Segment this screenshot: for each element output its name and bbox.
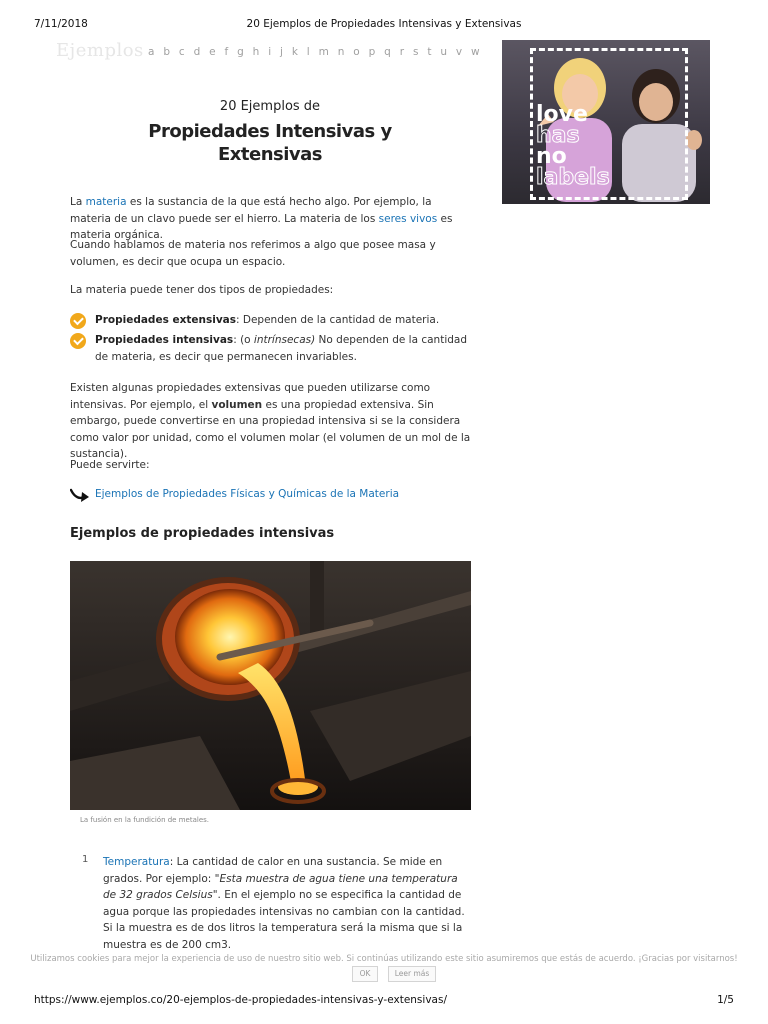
text: es una propiedad extensiva. Sin embargo, puede convertirse en una propiedad intensiva si se la considera como valor por unidad, como el volumen molar (el volumen de un mol de la sustancia). bbox=[70, 398, 471, 460]
alphabet-letter-v[interactable]: v bbox=[455, 46, 463, 58]
alphabet-letter-w[interactable]: w bbox=[471, 46, 480, 58]
bullet-italic: intrínsecas) bbox=[253, 334, 316, 346]
alphabet-letter-b[interactable]: b bbox=[163, 46, 170, 58]
alphabet-letter-l[interactable]: l bbox=[306, 46, 310, 58]
ad-line: love bbox=[536, 102, 588, 127]
article-pre-title: 20 Ejemplos de bbox=[219, 99, 321, 114]
text: La bbox=[70, 196, 86, 208]
alphabet-letter-a[interactable]: a bbox=[148, 46, 155, 58]
alphabet-letter-d[interactable]: d bbox=[193, 46, 201, 58]
see-also bbox=[70, 486, 472, 504]
alphabet-letter-m[interactable]: m bbox=[318, 46, 329, 58]
paragraph-tipos: La materia puede tener dos tipos de propiedades: bbox=[70, 284, 334, 296]
alphabet-letter-g[interactable]: g bbox=[237, 46, 244, 58]
alphabet-letter-f[interactable]: f bbox=[224, 46, 229, 58]
bullet-term: Propiedades intensivas bbox=[95, 334, 234, 346]
print-page-number: 1/5 bbox=[717, 994, 734, 1006]
alphabet-nav bbox=[148, 46, 500, 58]
advertisement[interactable] bbox=[502, 40, 710, 204]
alphabet-letter-n[interactable]: n bbox=[337, 46, 345, 58]
list-item-number: 1 bbox=[82, 854, 89, 865]
example-quote: Esta muestra de agua tiene una temperatura de 32 grados Celsius bbox=[103, 872, 458, 901]
link-materia[interactable]: materia bbox=[85, 196, 127, 208]
cookie-ok-button[interactable]: OK bbox=[352, 966, 378, 982]
print-header bbox=[0, 18, 768, 32]
metal-casting-illustration bbox=[70, 561, 471, 810]
paragraph-masa-volumen: Cuando hablamos de materia nos referimos a algo que posee masa y volumen, es decir que ocupa un espacio. bbox=[70, 239, 436, 268]
alphabet-letter-e[interactable]: e bbox=[209, 46, 216, 58]
paragraph-servirte: Puede servirte: bbox=[70, 459, 150, 471]
alphabet-letter-u[interactable]: u bbox=[440, 46, 447, 58]
cookie-read-more-button[interactable]: Leer más bbox=[388, 966, 436, 982]
text: Existen algunas propiedades extensivas que pueden utilizarse como intensivas. Por ejemplo, el bbox=[70, 382, 431, 411]
cookie-text: Utilizamos cookies para mejor la experiencia de uso de nuestro sitio web. Si continúas utilizando este sitio asumiremos que estás de acuerdo. ¡Gracias por visitarnos! bbox=[30, 954, 738, 964]
alphabet-letter-h[interactable]: h bbox=[252, 46, 260, 58]
text: : La cantidad de calor en una sustancia. Se mide en grados. Por ejemplo: " bbox=[103, 856, 443, 885]
cookie-banner bbox=[0, 950, 768, 990]
ad-slogan bbox=[536, 104, 610, 188]
curved-arrow-icon bbox=[70, 487, 90, 503]
article-image-metal-casting bbox=[70, 561, 471, 810]
article-title-line: Extensivas bbox=[217, 144, 322, 165]
alphabet-letter-q[interactable]: q bbox=[384, 46, 391, 58]
alphabet-letter-k[interactable]: k bbox=[291, 46, 298, 58]
link-seres-vivos[interactable]: seres vivos bbox=[378, 212, 438, 225]
image-caption: La fusión en la fundición de metales. bbox=[80, 816, 210, 824]
alphabet-letter-p[interactable]: p bbox=[368, 46, 376, 58]
link-temperatura[interactable]: Temperatura bbox=[103, 856, 170, 868]
text: es la sustancia de la que está hecho algo. Por ejemplo, la materia de un clavo puede ser el hierro. La materia de los bbox=[70, 196, 432, 225]
alphabet-letter-j[interactable]: j bbox=[280, 46, 283, 58]
alphabet-letter-c[interactable]: c bbox=[178, 46, 185, 58]
print-title: 20 Ejemplos de Propiedades Intensivas y Extensivas bbox=[246, 18, 522, 30]
bullet-text: : (o bbox=[233, 334, 254, 346]
check-circle-icon bbox=[70, 313, 86, 329]
alphabet-letter-r[interactable]: r bbox=[399, 46, 405, 58]
paragraph-volumen bbox=[70, 380, 472, 463]
alphabet-letter-s[interactable]: s bbox=[412, 46, 419, 58]
text: ". En el ejemplo no se especifica la cantidad de agua porque las propiedades intensivas no cambian con la cantidad. Si la muestra es de dos litros la temperatura será la misma que si la muestra es de 200 cm3. bbox=[103, 889, 465, 951]
bullet-text: No dependen de la cantidad de materia, es decir que permanecen invariables. bbox=[95, 334, 468, 363]
alphabet-letter-i[interactable]: i bbox=[268, 46, 272, 58]
ad-line: labels bbox=[536, 165, 610, 190]
print-url: https://www.ejemplos.co/20-ejemplos-de-propiedades-intensivas-y-extensivas/ bbox=[34, 994, 447, 1006]
bullet-term: Propiedades extensivas bbox=[95, 314, 237, 326]
print-date: 7/11/2018 bbox=[34, 18, 88, 30]
bullet-text: : Dependen de la cantidad de materia. bbox=[236, 314, 440, 326]
see-also-link[interactable]: Ejemplos de Propiedades Físicas y Químicas de la Materia bbox=[95, 488, 400, 500]
article-title bbox=[70, 120, 470, 166]
check-circle-icon bbox=[70, 333, 86, 349]
alphabet-letter-t[interactable]: t bbox=[427, 46, 432, 58]
print-footer bbox=[0, 994, 768, 1008]
alphabet-letter-o[interactable]: o bbox=[353, 46, 360, 58]
article-title-line: Propiedades Intensivas y bbox=[148, 121, 392, 142]
bold-term: volumen bbox=[211, 398, 263, 411]
text: es materia orgánica. bbox=[70, 212, 453, 241]
ad-line: no bbox=[536, 144, 567, 169]
section-heading: Ejemplos de propiedades intensivas bbox=[70, 526, 335, 541]
ad-line: has bbox=[536, 123, 580, 148]
site-logo[interactable]: Ejemplos bbox=[56, 40, 144, 61]
